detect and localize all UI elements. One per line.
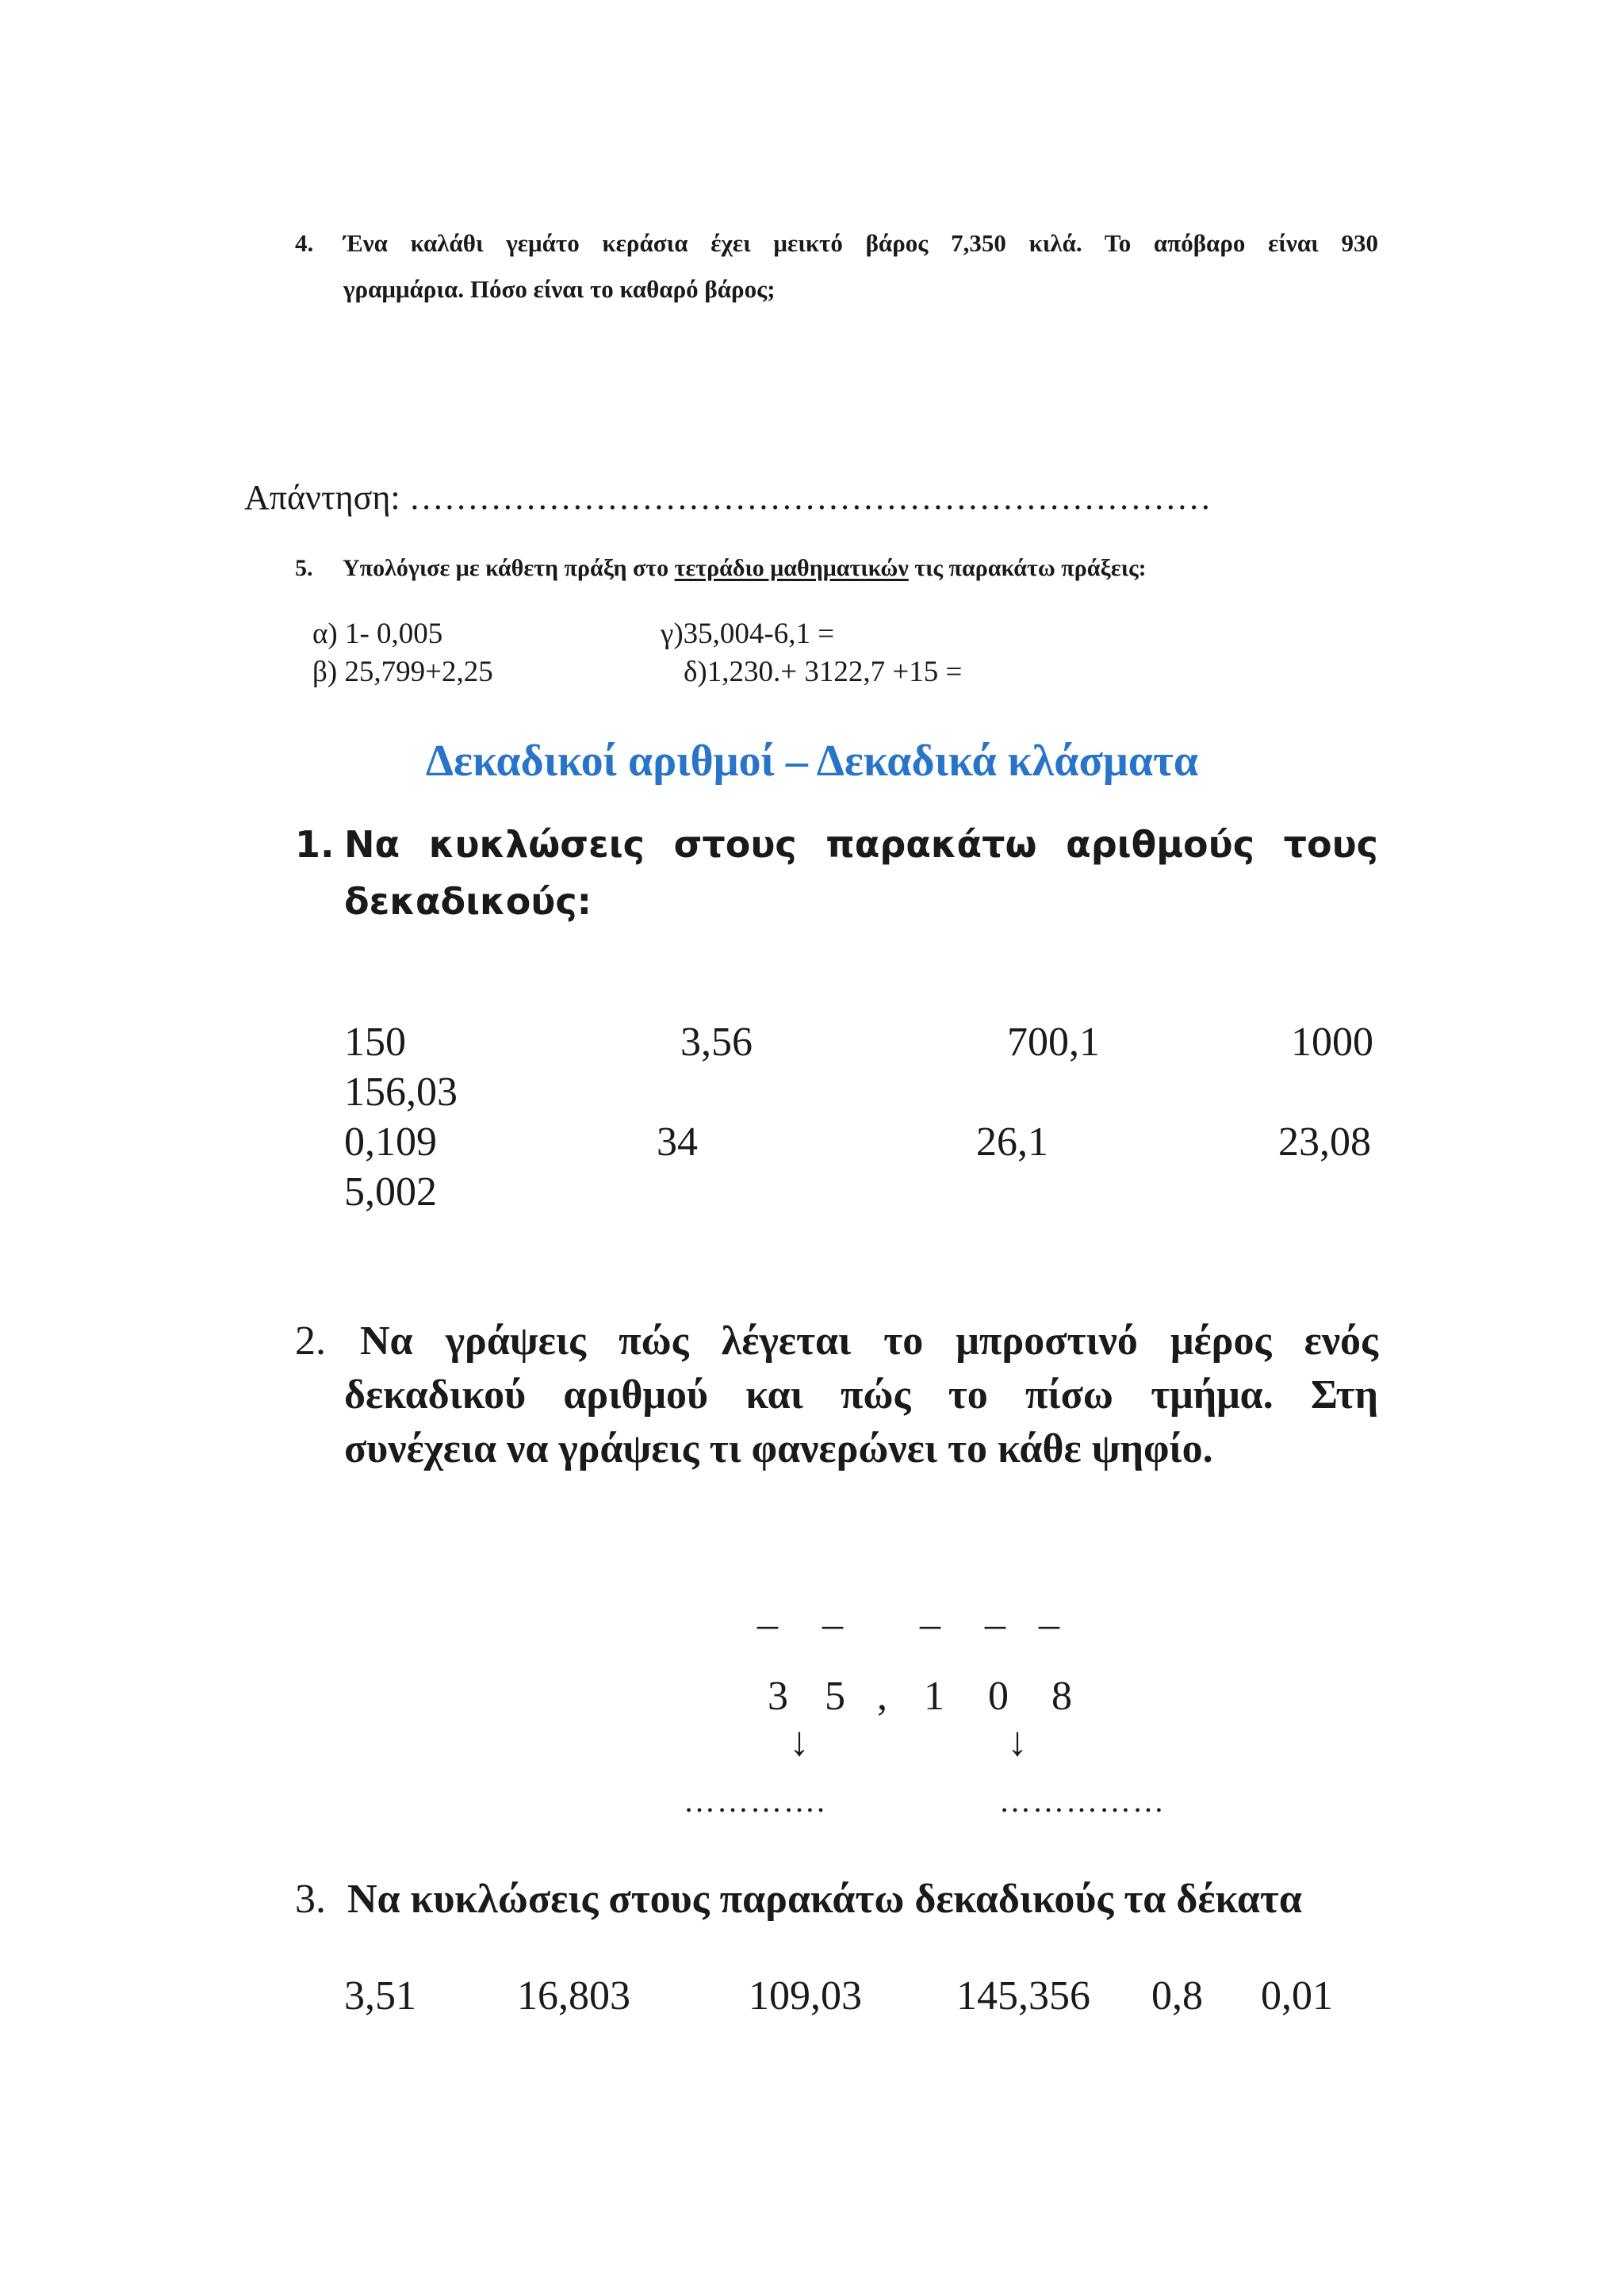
blank-line: _: [920, 1588, 940, 1633]
question-number: 5.: [295, 555, 313, 581]
digit: 1: [924, 1674, 944, 1719]
question-number: 4.: [295, 229, 314, 257]
answer-dots: ……………: [999, 1783, 1166, 1819]
blank-line: _: [1039, 1588, 1059, 1633]
down-arrow-icon: ↓: [789, 1720, 810, 1765]
blank-line: _: [757, 1588, 778, 1633]
exercise-1-line-2: δεκαδικούς:: [344, 880, 592, 923]
exercise-3-text: Να κυκλώσεις στους παρακάτω δεκαδικούς τα δέκατα: [347, 1877, 1302, 1922]
digit: 3: [768, 1674, 788, 1719]
exercise-number: 2.: [295, 1318, 326, 1364]
number-item: 0,109: [344, 1119, 437, 1165]
exercise-1: [295, 823, 1378, 923]
number-item: 23,08: [1278, 1119, 1371, 1165]
question-5-text: Υπολόγισε με κάθετη πράξη στο: [343, 555, 669, 581]
number-item: 3,56: [680, 1020, 753, 1065]
answer-line: [244, 477, 1212, 518]
answer-dots: ……………………………………………………………: [408, 478, 1212, 517]
operation-d: δ)1,230.+ 3122,7 +15 =: [684, 656, 963, 688]
question-4: [0, 220, 1624, 316]
down-arrow-icon: ↓: [1007, 1720, 1028, 1765]
blank-line: _: [985, 1588, 1005, 1633]
section-title: Δεκαδικοί αριθμοί – Δεκαδικά κλάσματα: [425, 737, 1199, 786]
question-5: [295, 555, 1147, 582]
number-item: 0,01: [1261, 1973, 1333, 2019]
word: παρακάτω: [825, 823, 1037, 866]
exercise-2: [295, 1314, 1378, 1471]
number-item: 16,803: [517, 1973, 630, 2019]
blank-line: _: [822, 1588, 843, 1633]
word: αριθμούς: [1066, 823, 1254, 866]
answer-dots: ………….: [684, 1783, 826, 1819]
number-item: 156,03: [344, 1070, 458, 1115]
question-5-text-end: τις παρακάτω πράξεις:: [914, 555, 1147, 581]
answer-label: Απάντηση:: [244, 478, 400, 517]
operation-b: β) 25,799+2,25: [312, 656, 493, 688]
number-item: 0,8: [1151, 1973, 1203, 2019]
word: κυκλώσεις: [428, 823, 645, 866]
exercise-1-line-1: [344, 823, 1378, 866]
exercise-2-line-2: δεκαδικού αριθμού και πώς το πίσω τμήμα. Στη: [344, 1372, 1378, 1418]
number-item: 150: [344, 1020, 406, 1065]
exercise-2-line-3: συνέχεια να γράψεις τι φανερώνει το κάθε ψηφίο.: [344, 1426, 1213, 1471]
exercise-3: [295, 1876, 1302, 1923]
digit: 8: [1051, 1674, 1072, 1719]
operation-a: α) 1- 0,005: [312, 618, 443, 650]
number-item: 34: [657, 1119, 698, 1165]
word: Να: [344, 823, 400, 866]
exercise-number: 3.: [295, 1877, 326, 1922]
word: τους: [1283, 823, 1378, 866]
number-item: 5,002: [344, 1169, 437, 1215]
question-4-line-2: γραμμάρια. Πόσο είναι το καθαρό βάρος;: [343, 275, 776, 303]
operation-c: γ)35,004-6,1 =: [661, 618, 835, 650]
number-item: 700,1: [1007, 1020, 1100, 1065]
number-item: 1000: [1291, 1020, 1373, 1065]
word: στους: [673, 823, 797, 866]
number-item: 145,356: [956, 1973, 1090, 2019]
number-item: 3,51: [344, 1973, 416, 2019]
digit: 5: [825, 1674, 845, 1719]
number-item: 109,03: [749, 1973, 862, 2019]
number-item: 26,1: [976, 1119, 1048, 1165]
decimal-comma: ,: [877, 1674, 887, 1719]
digit: 0: [988, 1674, 1009, 1719]
exercise-2-line-1: Να γράψεις πώς λέγεται το μπροστινό μέρος ενός: [360, 1318, 1378, 1364]
exercise-number: 1.: [295, 823, 335, 866]
question-4-line-1: Ένα καλάθι γεμάτο κεράσια έχει μεικτό βάρος 7,350 κιλά. Το απόβαρο είναι 930: [343, 229, 1378, 257]
underlined-text: τετράδιο μαθηματικών: [674, 555, 909, 581]
